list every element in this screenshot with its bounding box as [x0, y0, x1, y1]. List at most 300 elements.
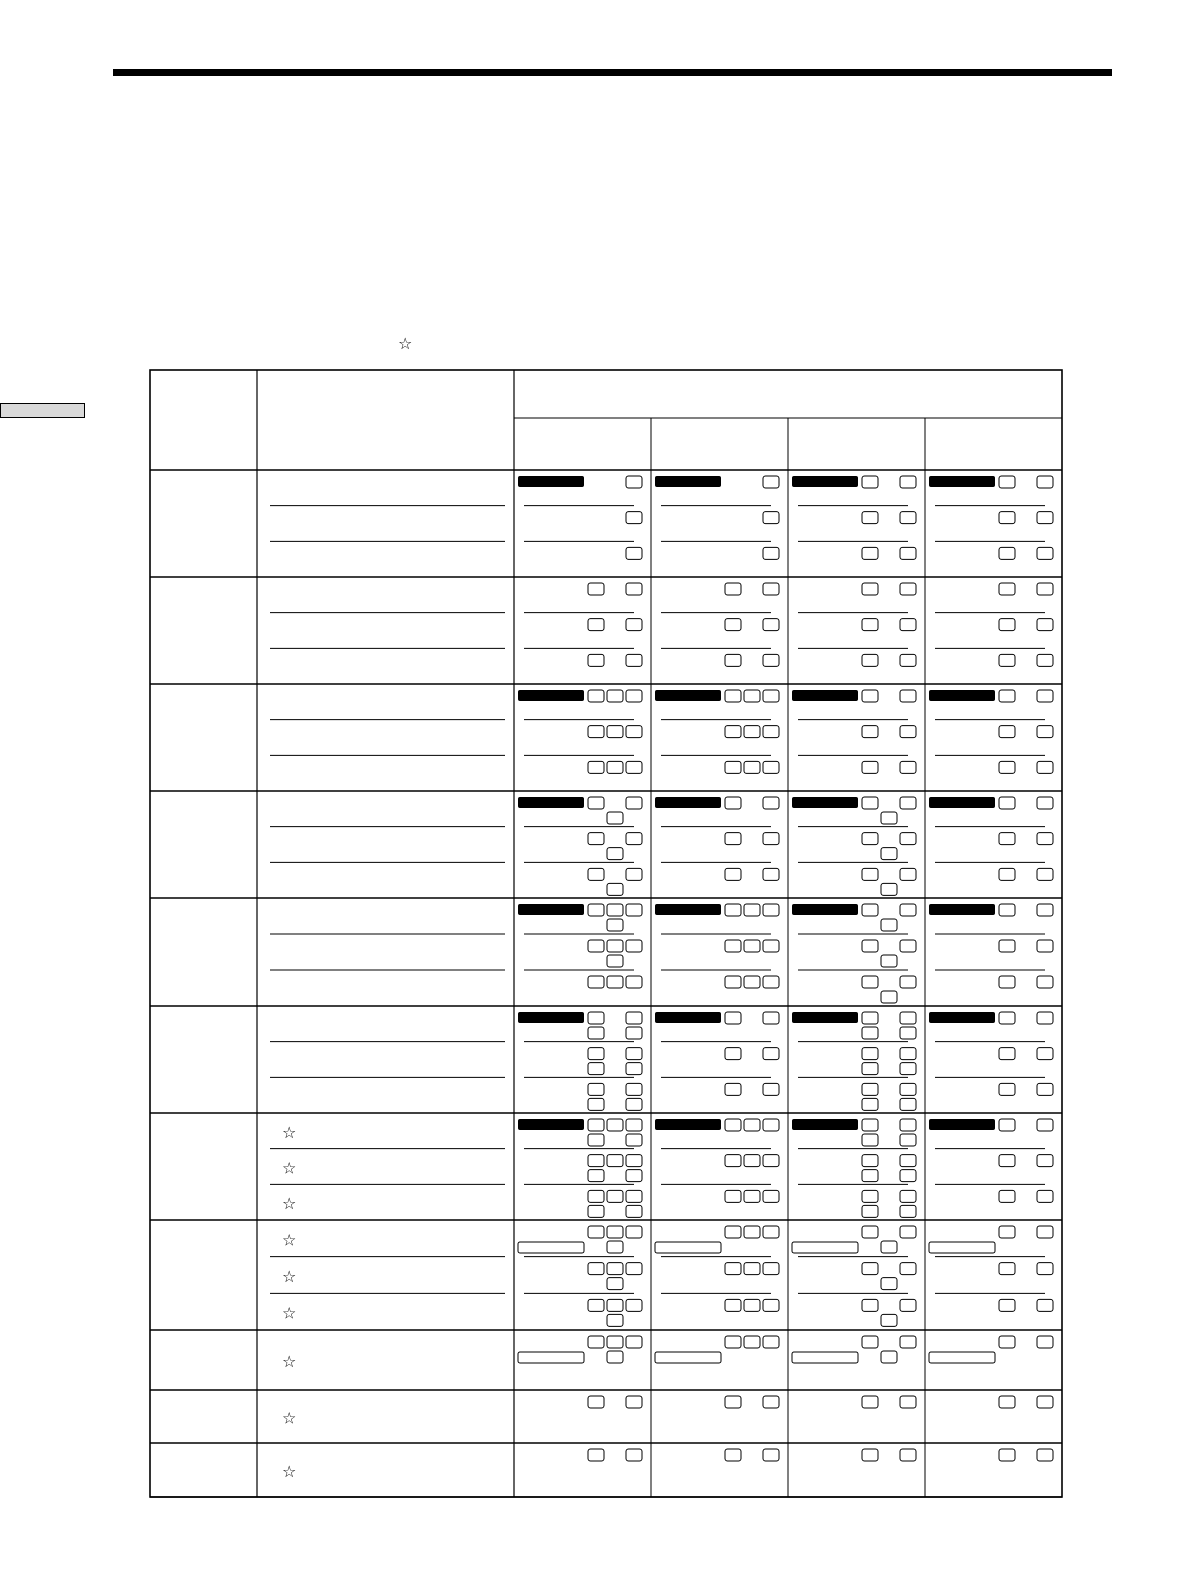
indicator-box	[588, 1263, 604, 1275]
highlight-bar	[929, 690, 995, 701]
indicator-box	[881, 1351, 897, 1363]
indicator-box	[900, 512, 916, 524]
outline-bar	[929, 1242, 995, 1253]
indicator-box	[626, 1012, 642, 1024]
indicator-box	[1037, 868, 1053, 880]
indicator-box	[626, 940, 642, 952]
indicator-box	[1037, 976, 1053, 988]
indicator-box	[900, 619, 916, 631]
indicator-box	[725, 1449, 741, 1461]
indicator-box	[900, 1083, 916, 1095]
indicator-box	[900, 1098, 916, 1110]
indicator-box	[763, 1226, 779, 1238]
indicator-box	[1037, 1083, 1053, 1095]
indicator-box	[862, 512, 878, 524]
indicator-box	[607, 940, 623, 952]
indicator-box	[862, 1027, 878, 1039]
indicator-box	[881, 848, 897, 860]
indicator-box	[626, 547, 642, 559]
indicator-box	[763, 583, 779, 595]
indicator-box	[626, 1336, 642, 1348]
indicator-box	[881, 812, 897, 824]
indicator-box	[862, 1170, 878, 1182]
indicator-box	[626, 1190, 642, 1202]
indicator-box	[900, 1263, 916, 1275]
highlight-bar	[929, 1119, 995, 1130]
note-star-icon: ☆	[398, 334, 413, 353]
indicator-box	[744, 761, 760, 773]
highlight-bar	[518, 797, 584, 808]
indicator-box	[607, 1314, 623, 1326]
indicator-box	[725, 1048, 741, 1060]
indicator-box	[1037, 904, 1053, 916]
highlight-bar	[929, 904, 995, 915]
indicator-box	[999, 904, 1015, 916]
indicator-box	[626, 619, 642, 631]
indicator-box	[999, 833, 1015, 845]
highlight-bar	[792, 797, 858, 808]
indicator-box	[862, 1396, 878, 1408]
highlight-bar	[655, 904, 721, 915]
highlight-bar	[655, 1012, 721, 1023]
indicator-box	[725, 940, 741, 952]
setting-star-icon: ☆	[282, 1158, 297, 1178]
indicator-box	[763, 797, 779, 809]
highlight-bar	[518, 1012, 584, 1023]
indicator-box	[725, 1190, 741, 1202]
indicator-box	[999, 940, 1015, 952]
indicator-box	[607, 690, 623, 702]
indicator-box	[999, 1263, 1015, 1275]
indicator-box	[588, 1063, 604, 1075]
indicator-box	[744, 976, 760, 988]
highlight-bar	[518, 904, 584, 915]
highlight-bar	[792, 476, 858, 487]
indicator-box	[607, 812, 623, 824]
indicator-box	[900, 1299, 916, 1311]
indicator-box	[588, 690, 604, 702]
indicator-box	[607, 1278, 623, 1290]
indicator-box	[607, 976, 623, 988]
indicator-box	[626, 1170, 642, 1182]
indicator-box	[626, 976, 642, 988]
indicator-box	[588, 1048, 604, 1060]
indicator-box	[763, 1336, 779, 1348]
indicator-box	[763, 690, 779, 702]
indicator-box	[862, 726, 878, 738]
indicator-box	[1037, 1119, 1053, 1131]
indicator-box	[725, 833, 741, 845]
outline-bar	[792, 1242, 858, 1253]
indicator-box	[900, 797, 916, 809]
indicator-box	[744, 1263, 760, 1275]
indicator-box	[588, 583, 604, 595]
indicator-box	[900, 761, 916, 773]
indicator-box	[607, 1155, 623, 1167]
indicator-box	[900, 726, 916, 738]
indicator-box	[725, 797, 741, 809]
setting-star-icon: ☆	[282, 1352, 297, 1371]
indicator-box	[1037, 1155, 1053, 1167]
indicator-box	[588, 1170, 604, 1182]
indicator-box	[626, 476, 642, 488]
indicator-box	[1037, 940, 1053, 952]
indicator-box	[626, 1083, 642, 1095]
indicator-box	[725, 654, 741, 666]
indicator-box	[862, 1134, 878, 1146]
indicator-box	[607, 1299, 623, 1311]
indicator-box	[626, 1205, 642, 1217]
indicator-box	[607, 1119, 623, 1131]
indicator-box	[999, 512, 1015, 524]
indicator-box	[607, 955, 623, 967]
indicator-box	[900, 1336, 916, 1348]
indicator-box	[626, 1134, 642, 1146]
highlight-bar	[518, 690, 584, 701]
indicator-box	[999, 1449, 1015, 1461]
setting-star-icon: ☆	[282, 1122, 297, 1142]
indicator-box	[999, 726, 1015, 738]
indicator-box	[999, 1299, 1015, 1311]
indicator-box	[626, 1396, 642, 1408]
indicator-box	[763, 1190, 779, 1202]
indicator-box	[763, 476, 779, 488]
indicator-box	[900, 1027, 916, 1039]
indicator-box	[1037, 654, 1053, 666]
outline-bar	[929, 1352, 995, 1363]
indicator-box	[744, 904, 760, 916]
indicator-box	[999, 868, 1015, 880]
indicator-box	[626, 1048, 642, 1060]
indicator-box	[881, 991, 897, 1003]
indicator-box	[862, 1263, 878, 1275]
indicator-box	[763, 619, 779, 631]
indicator-box	[725, 976, 741, 988]
indicator-box	[1037, 1012, 1053, 1024]
indicator-box	[862, 619, 878, 631]
indicator-box	[862, 1205, 878, 1217]
indicator-box	[999, 583, 1015, 595]
indicator-box	[900, 976, 916, 988]
indicator-box	[626, 1155, 642, 1167]
indicator-box	[607, 919, 623, 931]
indicator-box	[862, 1063, 878, 1075]
indicator-box	[744, 1336, 760, 1348]
indicator-box	[862, 1226, 878, 1238]
setting-star-icon: ☆	[282, 1303, 297, 1323]
indicator-box	[900, 940, 916, 952]
indicator-box	[725, 1396, 741, 1408]
indicator-box	[744, 1190, 760, 1202]
highlight-bar	[655, 476, 721, 487]
indicator-box	[607, 1241, 623, 1253]
indicator-box	[725, 1263, 741, 1275]
indicator-box	[862, 1119, 878, 1131]
indicator-box	[881, 1241, 897, 1253]
indicator-box	[900, 1396, 916, 1408]
indicator-box	[588, 1226, 604, 1238]
indicator-box	[999, 1119, 1015, 1131]
indicator-box	[744, 1299, 760, 1311]
setting-star-icon: ☆	[282, 1267, 297, 1286]
indicator-box	[763, 761, 779, 773]
indicator-box	[862, 583, 878, 595]
indicator-box	[607, 883, 623, 895]
indicator-box	[999, 1012, 1015, 1024]
indicator-box	[725, 868, 741, 880]
indicator-box	[607, 1226, 623, 1238]
indicator-box	[900, 868, 916, 880]
indicator-box	[763, 940, 779, 952]
indicator-box	[900, 547, 916, 559]
indicator-box	[1037, 761, 1053, 773]
indicator-box	[999, 1226, 1015, 1238]
indicator-box	[862, 1083, 878, 1095]
indicator-box	[725, 904, 741, 916]
indicator-box	[999, 797, 1015, 809]
outline-bar	[655, 1242, 721, 1253]
indicator-box	[744, 940, 760, 952]
indicator-box	[607, 848, 623, 860]
outline-bar	[518, 1352, 584, 1363]
indicator-box	[588, 1299, 604, 1311]
indicator-box	[1037, 1263, 1053, 1275]
indicator-box	[900, 1226, 916, 1238]
indicator-box	[763, 1155, 779, 1167]
indicator-box	[588, 1134, 604, 1146]
indicator-box	[588, 976, 604, 988]
indicator-box	[862, 940, 878, 952]
indicator-box	[607, 1351, 623, 1363]
indicator-box	[862, 476, 878, 488]
indicator-box	[744, 1226, 760, 1238]
indicator-box	[626, 868, 642, 880]
indicator-box	[763, 1083, 779, 1095]
indicator-box	[900, 1205, 916, 1217]
indicator-box	[900, 1155, 916, 1167]
indicator-box	[999, 1336, 1015, 1348]
outline-bar	[655, 1352, 721, 1363]
indicator-box	[725, 1336, 741, 1348]
indicator-box	[607, 726, 623, 738]
outline-bar	[792, 1352, 858, 1363]
indicator-box	[999, 1190, 1015, 1202]
indicator-box	[626, 726, 642, 738]
indicator-box	[881, 955, 897, 967]
indicator-box	[763, 1396, 779, 1408]
indicator-box	[626, 512, 642, 524]
indicator-box	[588, 1396, 604, 1408]
indicator-box	[1037, 476, 1053, 488]
indicator-box	[588, 1155, 604, 1167]
indicator-box	[763, 976, 779, 988]
indicator-box	[626, 833, 642, 845]
indicator-box	[862, 1449, 878, 1461]
indicator-box	[607, 1263, 623, 1275]
indicator-box	[725, 1012, 741, 1024]
indicator-box	[900, 583, 916, 595]
indicator-box	[999, 547, 1015, 559]
highlight-bar	[792, 690, 858, 701]
indicator-box	[626, 1263, 642, 1275]
indicator-box	[763, 1449, 779, 1461]
indicator-box	[763, 868, 779, 880]
indicator-box	[1037, 547, 1053, 559]
indicator-box	[607, 1336, 623, 1348]
indicator-box	[588, 1205, 604, 1217]
indicator-box	[1037, 1336, 1053, 1348]
indicator-box	[588, 1012, 604, 1024]
indicator-box	[862, 1048, 878, 1060]
indicator-box	[1037, 512, 1053, 524]
indicator-box	[626, 1299, 642, 1311]
indicator-box	[1037, 1226, 1053, 1238]
indicator-box	[744, 1119, 760, 1131]
indicator-box	[588, 1190, 604, 1202]
setting-star-icon: ☆	[282, 1230, 297, 1250]
indicator-box	[862, 976, 878, 988]
indicator-box	[763, 512, 779, 524]
indicator-box	[999, 619, 1015, 631]
indicator-box	[588, 797, 604, 809]
indicator-box	[900, 1012, 916, 1024]
indicator-box	[763, 726, 779, 738]
indicator-box	[763, 547, 779, 559]
indicator-box	[1037, 1048, 1053, 1060]
indicator-box	[725, 726, 741, 738]
indicator-box	[862, 904, 878, 916]
indicator-box	[862, 1098, 878, 1110]
indicator-box	[999, 976, 1015, 988]
indicator-box	[900, 904, 916, 916]
indicator-box	[626, 583, 642, 595]
indicator-box	[744, 1155, 760, 1167]
indicator-box	[607, 904, 623, 916]
indicator-box	[725, 1226, 741, 1238]
indicator-box	[626, 654, 642, 666]
highlight-bar	[929, 1012, 995, 1023]
indicator-box	[1037, 726, 1053, 738]
indicator-box	[725, 690, 741, 702]
indicator-box	[862, 833, 878, 845]
indicator-box	[900, 1170, 916, 1182]
indicator-box	[1037, 1449, 1053, 1461]
indicator-box	[588, 1083, 604, 1095]
indicator-box	[588, 940, 604, 952]
indicator-box	[725, 1299, 741, 1311]
indicator-box	[999, 761, 1015, 773]
indicator-box	[999, 1155, 1015, 1167]
indicator-box	[881, 919, 897, 931]
indicator-box	[1037, 1396, 1053, 1408]
indicator-box	[900, 1134, 916, 1146]
highlight-bar	[929, 797, 995, 808]
outline-bar	[518, 1242, 584, 1253]
indicator-box	[763, 654, 779, 666]
indicator-box	[900, 1048, 916, 1060]
indicator-box	[626, 1226, 642, 1238]
indicator-box	[862, 1012, 878, 1024]
indicator-box	[725, 619, 741, 631]
indicator-box	[588, 833, 604, 845]
indicator-box	[588, 619, 604, 631]
highlight-bar	[792, 904, 858, 915]
highlight-bar	[518, 1119, 584, 1130]
indicator-box	[626, 761, 642, 773]
indicator-box	[588, 868, 604, 880]
indicator-box	[900, 1190, 916, 1202]
indicator-box	[999, 690, 1015, 702]
indicator-box	[999, 1083, 1015, 1095]
indicator-box	[900, 1449, 916, 1461]
indicator-box	[999, 654, 1015, 666]
indicator-box	[607, 761, 623, 773]
indicator-box	[725, 583, 741, 595]
indicator-box	[862, 547, 878, 559]
indicator-box	[588, 904, 604, 916]
indicator-box	[900, 476, 916, 488]
indicator-box	[862, 690, 878, 702]
indicator-box	[999, 1048, 1015, 1060]
indicator-box	[862, 654, 878, 666]
indicator-box	[881, 1314, 897, 1326]
indicator-box	[900, 1063, 916, 1075]
setting-star-icon: ☆	[282, 1194, 297, 1214]
indicator-box	[725, 1083, 741, 1095]
indicator-box	[862, 761, 878, 773]
indicator-box	[862, 1190, 878, 1202]
highlight-bar	[792, 1119, 858, 1130]
highlight-bar	[792, 1012, 858, 1023]
indicator-box	[763, 833, 779, 845]
indicator-box	[626, 1119, 642, 1131]
indicator-box	[725, 1155, 741, 1167]
indicator-box	[763, 904, 779, 916]
indicator-box	[588, 1119, 604, 1131]
indicator-box	[725, 761, 741, 773]
indicator-box	[1037, 690, 1053, 702]
indicator-box	[763, 1048, 779, 1060]
indicator-box	[607, 1190, 623, 1202]
setting-star-icon: ☆	[282, 1408, 297, 1428]
indicator-box	[626, 690, 642, 702]
indicator-box	[1037, 833, 1053, 845]
indicator-box	[862, 1299, 878, 1311]
indicator-box	[900, 654, 916, 666]
indicator-box	[626, 797, 642, 809]
indicator-box	[763, 1299, 779, 1311]
indicator-box	[900, 1119, 916, 1131]
indicator-box	[1037, 797, 1053, 809]
indicator-box	[763, 1263, 779, 1275]
setting-star-icon: ☆	[282, 1462, 297, 1481]
indicator-box	[626, 1449, 642, 1461]
highlight-bar	[518, 476, 584, 487]
indicator-box	[862, 1155, 878, 1167]
highlight-bar	[655, 690, 721, 701]
indicator-box	[900, 690, 916, 702]
indicator-box	[588, 761, 604, 773]
indicator-box	[588, 726, 604, 738]
indicator-box	[1037, 1190, 1053, 1202]
indicator-box	[881, 1278, 897, 1290]
indicator-box	[1037, 1299, 1053, 1311]
indicator-box	[1037, 619, 1053, 631]
indicator-box	[862, 1336, 878, 1348]
indicator-box	[626, 1063, 642, 1075]
indicator-box	[763, 1012, 779, 1024]
indicator-box	[725, 1119, 741, 1131]
